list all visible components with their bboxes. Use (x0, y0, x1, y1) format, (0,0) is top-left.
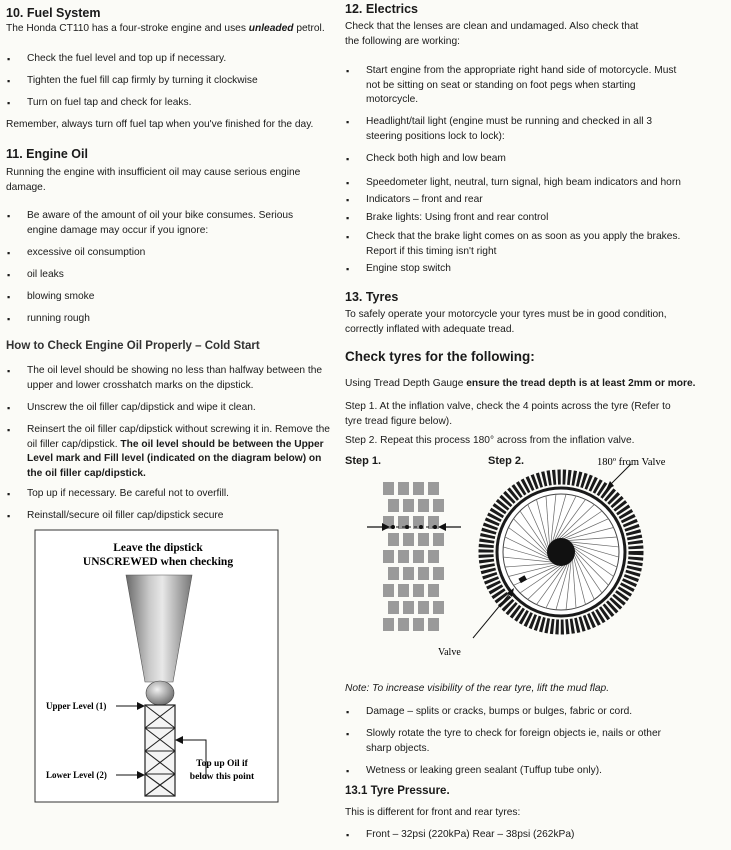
tread-block (398, 584, 409, 597)
tyre-pressure-heading: 13.1 Tyre Pressure. (345, 785, 450, 797)
tread-block (388, 533, 399, 546)
electrics-heading: 12. Electrics (345, 2, 418, 16)
tread-block (403, 533, 414, 546)
tread-block (403, 567, 414, 580)
tread-block (413, 482, 424, 495)
electrics-bullet: ▪ Brake lights: Using front and rear control (366, 211, 548, 226)
step2-text: Step 2. Repeat this process 180° across from the inflation valve. (345, 435, 635, 446)
electrics-bullet: ▪ Indicators – front and rear (366, 193, 483, 208)
fuel-system-heading: 10. Fuel System (6, 6, 101, 20)
topup-label-line1: Top up Oil if (196, 759, 248, 769)
electrics-intro: Check that the lenses are clean and undamaged. Also check that the following are working: (345, 21, 639, 47)
howto-bold-text: The oil level should be between the Upper Level mark and Fill level (indicated on the diagram below) on the oil filler cap/dipstick. (27, 438, 324, 479)
tread-block (403, 601, 414, 614)
diagram-title-line1: Leave the dipstick (113, 542, 203, 554)
diagram-title-line2: UNSCREWED when checking (82, 556, 234, 568)
wheel-diagram (425, 452, 685, 662)
engine-oil-heading: 11. Engine Oil (6, 147, 88, 161)
tread-block (383, 584, 394, 597)
intro-text: The Honda CT110 has a four-stroke engine and uses (6, 23, 249, 34)
howto-bullet: ▪ Unscrew the oil filler cap/dipstick and wipe it clean. (27, 401, 256, 416)
electrics-bullet: ▪ Check both high and low beam (366, 152, 506, 167)
dipstick-ball (146, 681, 174, 705)
topup-label-line2: below this point (189, 772, 255, 782)
tyre-pressure-bullet: ▪ Front – 32psi (220kPa) Rear – 38psi (262kPa) (366, 828, 574, 843)
electrics-bullet: ▪ Speedometer light, neutral, turn signal, high beam indicators and horn (366, 176, 681, 191)
electrics-bullet: ▪ Check that the brake light comes on as soon as you apply the brakes. Report if this timing isn't right (366, 230, 686, 259)
electrics-bullet: ▪ Start engine from the appropriate right hand side of motorcycle. Must not be sitting on seat or standing on foot pegs when starting motorcycle. (366, 64, 686, 108)
tread-block (403, 499, 414, 512)
fuel-system-intro (6, 22, 336, 37)
tread-block (413, 550, 424, 563)
howto-bullet (27, 423, 332, 481)
howto-bullet: ▪ Reinstall/secure oil filler cap/dipstick secure (27, 509, 223, 524)
tyres-intro: To safely operate your motorcycle your tyres must be in good condition, correctly inflated with adequate tread. (345, 309, 667, 335)
electrics-bullet: ▪ Headlight/tail light (engine must be running and checked in all 3 steering positions lock to lock): (366, 115, 666, 144)
tread-block (383, 550, 394, 563)
tyres-heading: 13. Tyres (345, 290, 399, 304)
tyre-check-bullet: ▪ Damage – splits or cracks, bumps or bulges, fabric or cord. (366, 705, 632, 720)
fuel-bullet: ▪ Turn on fuel tap and check for leaks. (27, 96, 191, 111)
tyre-pressure-intro: This is different for front and rear tyres: (345, 807, 521, 818)
fuel-reminder: Remember, always turn off fuel tap when you've finished for the day. (6, 119, 314, 130)
dipstick-shaft (145, 705, 175, 796)
howto-bullet: ▪ The oil level should be showing no less than halfway between the upper and lower crosshatch marks on the dipstick. (27, 364, 327, 393)
step1-text: Step 1. At the inflation valve, check the 4 points across the tyre (Refer to tyre tread figure below). (345, 401, 671, 427)
mud-flap-note: Note: To increase visibility of the rear tyre, lift the mud flap. (345, 683, 610, 694)
fuel-bullet: ▪ Check the fuel level and top up if necessary. (27, 52, 226, 67)
tread-block (383, 618, 394, 631)
measure-point (391, 525, 395, 529)
howto-text: Reinsert the oil filler cap/dipstick without screwing it in. Remove the oil filler cap/dipstick. (27, 424, 330, 450)
tread-gauge-text (345, 377, 725, 392)
measure-point (419, 525, 423, 529)
tread-block (388, 601, 399, 614)
hub (547, 538, 575, 566)
check-tyres-heading: Check tyres for the following: (345, 349, 535, 364)
tread-block (398, 550, 409, 563)
upper-level-label: Upper Level (1) (46, 701, 107, 711)
tyre-check-bullet: ▪ Slowly rotate the tyre to check for foreign objects ie, nails or other sharp objects. (366, 727, 676, 756)
tread-block (413, 618, 424, 631)
180-from-valve-label: 180º from Valve (597, 457, 666, 468)
oil-bullet: ▪ Be aware of the amount of oil your bike consumes. Serious engine damage may occur if you ignore: (27, 209, 317, 238)
fuel-bullet: ▪ Tighten the fuel fill cap firmly by turning it clockwise (27, 74, 258, 89)
tread-block (388, 499, 399, 512)
tread-block (398, 618, 409, 631)
tread-block (398, 482, 409, 495)
tread-block (413, 584, 424, 597)
tread-block (383, 482, 394, 495)
step1-label: Step 1. (345, 455, 382, 467)
oil-bullet: ▪ excessive oil consumption (27, 246, 145, 261)
intro-text-end: petrol. (293, 23, 325, 34)
engine-oil-intro: Running the engine with insufficient oil may cause serious engine damage. (6, 167, 301, 193)
step2-label: Step 2. (488, 455, 525, 467)
howto-heading: How to Check Engine Oil Properly – Cold Start (6, 340, 260, 352)
measure-point (405, 525, 409, 529)
oil-bullet: ▪ running rough (27, 312, 90, 327)
gauge-text: Using Tread Depth Gauge (345, 378, 467, 389)
valve-label: Valve (438, 647, 461, 658)
howto-bullet: ▪ Top up if necessary. Be careful not to overfill. (27, 487, 229, 502)
oil-bullet: ▪ blowing smoke (27, 290, 94, 305)
dipstick-diagram (34, 529, 279, 804)
unleaded-emphasis: unleaded (248, 23, 294, 34)
tyre-check-bullet: ▪ Wetness or leaking green sealant (Tuffup tube only). (366, 764, 602, 779)
valve-arrow (473, 592, 511, 638)
lower-level-label: Lower Level (2) (46, 770, 107, 780)
tread-block (388, 567, 399, 580)
oil-bullet: ▪ oil leaks (27, 268, 64, 283)
electrics-bullet: ▪ Engine stop switch (366, 262, 451, 277)
gauge-bold-text: ensure the tread depth is at least 2mm or more. (466, 378, 696, 389)
